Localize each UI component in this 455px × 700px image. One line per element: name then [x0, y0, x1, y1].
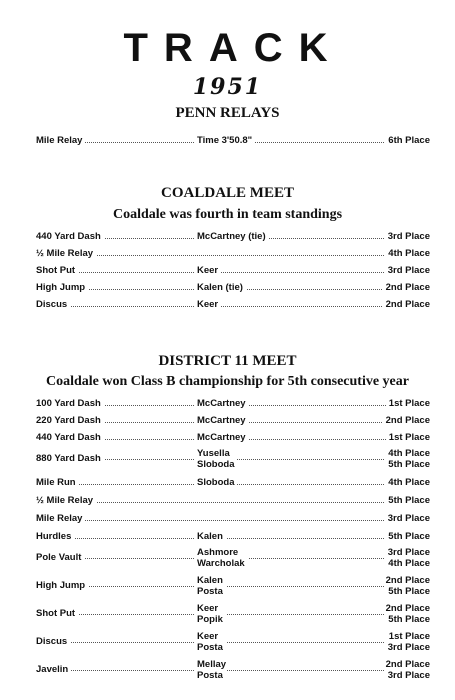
event-name: Shot Put	[36, 265, 78, 276]
dot-leader	[36, 642, 430, 643]
coaldale-meet-heading: COALDALE MEET	[161, 185, 294, 201]
district-row	[36, 631, 430, 655]
athlete-name: Keer	[194, 631, 221, 642]
event-name: ½ Mile Relay	[36, 495, 96, 506]
district-row	[36, 476, 430, 494]
athlete-name: McCartney (tie)	[194, 231, 269, 242]
athlete-name: Keer	[194, 603, 221, 614]
district-row	[36, 575, 430, 599]
athlete-name: Keer	[194, 299, 221, 310]
event-name: 880 Yard Dash	[36, 453, 104, 464]
athlete-name: Warcholak	[194, 558, 248, 569]
place: 3rd Place	[385, 231, 430, 242]
athlete-name: Keer	[194, 265, 221, 276]
event-name: Mile Run	[36, 477, 79, 488]
athlete-name: Posta	[194, 642, 226, 653]
place: 2nd Place	[383, 299, 430, 310]
district-11-heading: DISTRICT 11 MEET	[158, 353, 297, 369]
athlete-name: Time 3'50.8"	[194, 135, 255, 146]
athlete-name: Kalen (tie)	[194, 282, 246, 293]
event-name: 440 Yard Dash	[36, 231, 104, 242]
event-name: 440 Yard Dash	[36, 432, 104, 443]
athlete-name: Mellay	[194, 659, 229, 670]
event-name: ½ Mile Relay	[36, 248, 96, 259]
penn-relays-heading: PENN RELAYS	[175, 105, 280, 121]
athlete-name: Sloboda	[194, 459, 237, 470]
place: 2nd Place	[383, 282, 430, 293]
place: 1st Place	[386, 631, 430, 642]
place: 1st Place	[386, 432, 430, 443]
coaldale-row	[36, 298, 430, 316]
athlete-name: Kalen	[194, 575, 226, 586]
place: 3rd Place	[385, 670, 430, 681]
district-row	[36, 397, 430, 415]
place: 3rd Place	[385, 265, 430, 276]
district-row	[36, 530, 430, 548]
athlete-name: Posta	[194, 586, 226, 597]
event-name: Pole Vault	[36, 552, 84, 563]
place: 3rd Place	[385, 547, 430, 558]
athlete-name: McCartney	[194, 398, 249, 409]
athlete-name: Popik	[194, 614, 226, 625]
place: 6th Place	[385, 135, 430, 146]
district-row	[36, 659, 430, 683]
place: 5th Place	[385, 614, 430, 625]
coaldale-row	[36, 230, 430, 248]
athlete-name: Kalen	[194, 531, 226, 542]
athlete-name: Posta	[194, 670, 226, 681]
place: 3rd Place	[385, 513, 430, 524]
dot-leader	[36, 614, 430, 615]
coaldale-row	[36, 264, 430, 282]
place: 2nd Place	[383, 575, 430, 586]
dot-leader	[36, 272, 430, 273]
district-row	[36, 494, 430, 512]
district-row	[36, 448, 430, 472]
dot-leader	[36, 586, 430, 587]
place: 2nd Place	[383, 659, 430, 670]
year-label: 1951	[192, 74, 263, 100]
event-name: Mile Relay	[36, 513, 85, 524]
athlete-name: Yusella	[194, 448, 233, 459]
place: 5th Place	[385, 495, 430, 506]
district-row	[36, 414, 430, 432]
penn-row	[36, 134, 430, 152]
place: 4th Place	[385, 448, 430, 459]
place: 4th Place	[385, 477, 430, 488]
district-row	[36, 431, 430, 449]
coaldale-row	[36, 281, 430, 299]
dot-leader	[36, 520, 430, 521]
event-name: 220 Yard Dash	[36, 415, 104, 426]
place: 5th Place	[385, 459, 430, 470]
event-name: Mile Relay	[36, 135, 85, 146]
event-name: Shot Put	[36, 608, 78, 619]
district-row	[36, 512, 430, 530]
coaldale-subheading: Coaldale was fourth in team standings	[112, 207, 343, 222]
event-name: Discus	[36, 299, 70, 310]
event-name: Javelin	[36, 664, 71, 675]
athlete-name: McCartney	[194, 415, 249, 426]
coaldale-row	[36, 247, 430, 265]
athlete-name: Sloboda	[194, 477, 237, 488]
athlete-name: Ashmore	[194, 547, 241, 558]
place: 2nd Place	[383, 603, 430, 614]
district-row	[36, 547, 430, 571]
athlete-name: McCartney	[194, 432, 249, 443]
place: 2nd Place	[383, 415, 430, 426]
event-name: 100 Yard Dash	[36, 398, 104, 409]
place: 4th Place	[385, 558, 430, 569]
dot-leader	[36, 538, 430, 539]
place: 5th Place	[385, 586, 430, 597]
place: 1st Place	[386, 398, 430, 409]
event-name: High Jump	[36, 282, 88, 293]
dot-leader	[36, 306, 430, 307]
dot-leader	[36, 670, 430, 671]
place: 5th Place	[385, 531, 430, 542]
page-title: TRACK	[123, 26, 344, 70]
district-subheading: Coaldale won Class B championship for 5th consecutive year	[46, 374, 409, 389]
district-row	[36, 603, 430, 627]
event-name: Hurdles	[36, 531, 74, 542]
event-name: High Jump	[36, 580, 88, 591]
place: 3rd Place	[385, 642, 430, 653]
place: 4th Place	[385, 248, 430, 259]
event-name: Discus	[36, 636, 70, 647]
